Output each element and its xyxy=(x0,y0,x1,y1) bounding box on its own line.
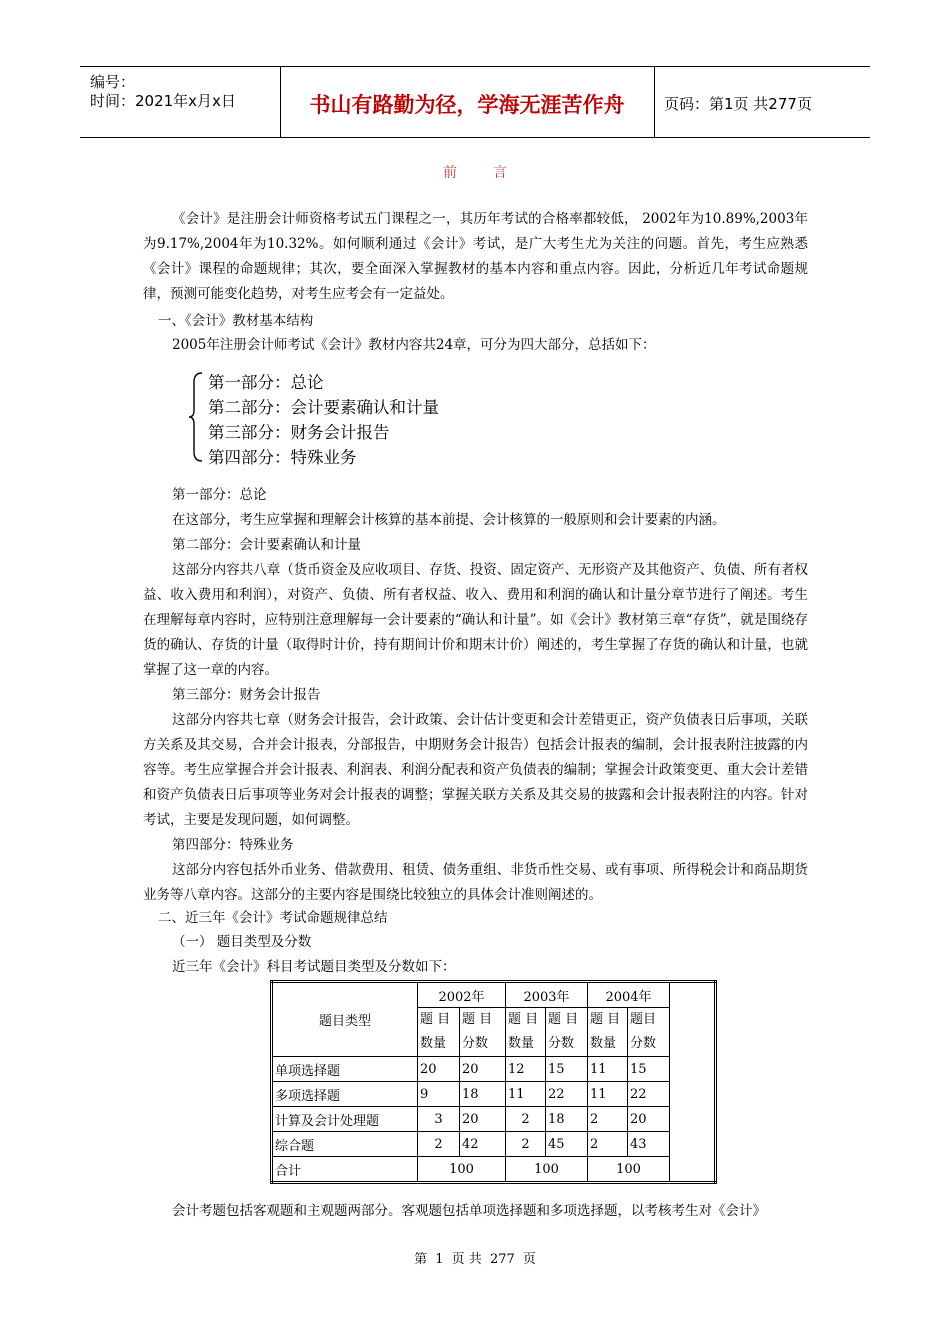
parts-list xyxy=(208,370,439,470)
table-intro: 近三年《会计》科目考试题目类型及分数如下： xyxy=(172,959,456,975)
table-row xyxy=(272,1082,716,1107)
score-header: 题 目分数 xyxy=(460,1008,506,1057)
part1-text: 在这部分，考生应掌握和理解会计核算的基本前提、会计核算的一般原则和会计要素的内涵。 xyxy=(172,512,726,528)
table-total-row xyxy=(272,1157,716,1183)
year-header: 2004年 xyxy=(588,982,670,1008)
part4-heading: 第四部分：特殊业务 xyxy=(172,837,294,853)
table-row xyxy=(272,1107,716,1132)
value-cell: 2 xyxy=(506,1132,546,1157)
page-header xyxy=(80,66,870,138)
part3-text: 这部分内容共七章（财务会计报告，会计政策、会计估计变更和会计差错更正，资产负债表日后事项，关联方关系及其交易，合并会计报表，分部报告，中期财务会计报告）包括会计报表的编制，会计报表附注披露的内容等。考生应掌握合并会计报表、利润表、利润分配表和资产负债表的编制；掌握会计政策变更、重大会计差错和资产负债表日后事项等业务对会计报表的调整；掌握关联方关系及其交易的披露和会计报表附注的内容。针对考试，主要是发现问题，如何调整。 xyxy=(143,712,808,828)
value-cell: 18 xyxy=(546,1107,588,1132)
value-cell: 45 xyxy=(546,1132,588,1157)
part3-heading: 第三部分：财务会计报告 xyxy=(172,687,321,703)
value-cell: 43 xyxy=(628,1132,670,1157)
value-cell: 18 xyxy=(460,1082,506,1107)
part2-text: 这部分内容共八章（货币资金及应收项目、存货、投资、固定资产、无形资产及其他资产、负债、所有者权益、收入费用和利润），对资产、负债、所有者权益、收入、费用和利润的确认和计量分章节进行了阐述。考生在理解每章内容时，应特别注意理解每一会计要素的“确认和计量”。如《会计》教材第三章“存货”，就是围绕存货的确认、存货的计量（取得时计价，持有期间计价和期末计价）阐述的，考生掌握了存货的确认和计量，也就掌握了这一章的内容。 xyxy=(143,562,808,678)
footer-total: 277 xyxy=(489,1252,515,1267)
part2-heading: 第二部分：会计要素确认和计量 xyxy=(172,537,361,553)
score-header: 题目分数 xyxy=(628,1008,670,1057)
total-label: 合计 xyxy=(272,1157,418,1183)
header-page-label: 页码：第1页 共277页 xyxy=(664,95,812,113)
value-cell: 2 xyxy=(418,1132,460,1157)
intro-paragraph: 《会计》是注册会计师资格考试五门课程之一，其历年考试的合格率都较低， 2002年为10.89%,2003年为9.17%,2004年为10.32%。如何顺利通过《会计》考试，是广大考生尤为关注的问题。首先，考生应熟悉《会计》课程的命题规律；其次，要全面深入掌握教材的基本内容和重点内容。因此，分析近几年考试命题规律，预测可能变化趋势，对考生应考会有一定益处。 xyxy=(143,211,808,302)
footer-suffix: 页 xyxy=(522,1252,536,1267)
value-cell: 20 xyxy=(460,1107,506,1132)
type-cell: 多项选择题 xyxy=(272,1082,418,1107)
value-cell: 2 xyxy=(588,1107,628,1132)
time-label: 时间：2021年x月x日 xyxy=(90,92,236,110)
footer-prefix: 第 xyxy=(414,1252,428,1267)
page-footer xyxy=(0,1248,950,1267)
value-cell: 12 xyxy=(506,1057,546,1082)
footer-page: 1 xyxy=(435,1252,444,1267)
part-item: 第一部分：总论 xyxy=(208,373,324,392)
subsection1-heading: （一） 题目类型及分数 xyxy=(172,934,312,950)
part4-text: 这部分内容包括外币业务、借款费用、租赁、债务重组、非货币性交易、或有事项、所得税会计和商品期货业务等八章内容。这部分的主要内容是围绕比较独立的具体会计准则阐述的。 xyxy=(143,862,808,903)
section1-heading: 一、《会计》教材基本结构 xyxy=(158,313,314,329)
value-cell: 2 xyxy=(588,1132,628,1157)
value-cell: 11 xyxy=(588,1057,628,1082)
total-cell: 100 xyxy=(418,1157,506,1183)
value-cell: 20 xyxy=(460,1057,506,1082)
value-cell: 20 xyxy=(628,1107,670,1132)
type-cell: 计算及会计处理题 xyxy=(272,1107,418,1132)
type-cell: 综合题 xyxy=(272,1132,418,1157)
total-cell: 100 xyxy=(506,1157,588,1183)
year-header: 2002年 xyxy=(418,982,506,1008)
table-row xyxy=(272,1057,716,1082)
year-header: 2003年 xyxy=(506,982,588,1008)
section1-intro: 2005年注册会计师考试《会计》教材内容共24章，可分为四大部分，总括如下： xyxy=(172,337,656,353)
value-cell: 20 xyxy=(418,1057,460,1082)
count-header: 题 目数量 xyxy=(418,1008,460,1057)
value-cell: 2 xyxy=(506,1107,546,1132)
part1-heading: 第一部分：总论 xyxy=(172,487,267,503)
value-cell: 22 xyxy=(546,1082,588,1107)
value-cell: 3 xyxy=(418,1107,460,1132)
type-cell: 单项选择题 xyxy=(272,1057,418,1082)
part-item: 第二部分：会计要素确认和计量 xyxy=(208,398,439,417)
value-cell: 9 xyxy=(418,1082,460,1107)
type-header: 题目类型 xyxy=(272,982,418,1057)
score-header: 题 目分数 xyxy=(546,1008,588,1057)
brace-icon xyxy=(188,372,204,462)
value-cell: 22 xyxy=(628,1082,670,1107)
score-table xyxy=(270,980,717,1184)
value-cell: 11 xyxy=(588,1082,628,1107)
header-divider xyxy=(654,67,655,137)
footer-mid: 页 共 xyxy=(451,1252,482,1267)
value-cell: 42 xyxy=(460,1132,506,1157)
value-cell: 15 xyxy=(546,1057,588,1082)
page-title: 前言 xyxy=(443,165,543,181)
count-header: 题 目数量 xyxy=(506,1008,546,1057)
closing-text: 会计考题包括客观题和主观题两部分。客观题包括单项选择题和多项选择题，以考核考生对《会计》 xyxy=(172,1203,766,1219)
value-cell: 11 xyxy=(506,1082,546,1107)
number-label: 编号： xyxy=(90,73,136,91)
total-cell: 100 xyxy=(588,1157,670,1183)
part-item: 第三部分：财务会计报告 xyxy=(208,423,390,442)
value-cell: 15 xyxy=(628,1057,670,1082)
header-meta xyxy=(90,73,236,111)
count-header: 题 目数量 xyxy=(588,1008,628,1057)
table-row xyxy=(272,1132,716,1157)
header-motto: 书山有路勤为径，学海无涯苦作舟 xyxy=(309,93,625,117)
part-item: 第四部分：特殊业务 xyxy=(208,448,357,467)
table-header-row xyxy=(272,982,716,1008)
section2-heading: 二、近三年《会计》考试命题规律总结 xyxy=(158,910,388,926)
